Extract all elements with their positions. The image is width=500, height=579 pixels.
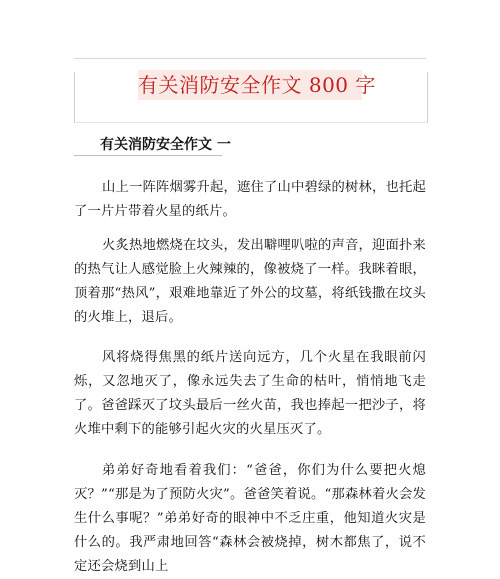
section-heading: 有关消防安全作文 一 — [100, 137, 231, 153]
paragraph-3: 风将烧得焦黑的纸片送向远方，几个火星在我眼前闪烁，又忽地灭了，像永远失去了生命的枯叶，悄悄地飞走了。爸爸踩灭了坟头最后一丝火苗，我也捧起一把沙子，将火堆中剩下的能够引起火灾的火星压灭了。 — [74, 350, 426, 437]
paragraph-4: 弟弟好奇地看着我们：“爸爸，你们为什么要把火熄灭？”“那是为了预防火灾”。爸爸笑着说。“那森林着火会发生什么事呢？”弟弟好奇的眼神中不乏庄重，他知道火灾是什么的。我严肃地回答“森林会被烧掉，树木都焦了，说不定还会烧到山上 — [74, 463, 426, 574]
paragraph-2: 火炙热地燃烧在坟头，发出噼哩叭啦的声音，迎面扑来的热气让人感觉脸上火辣辣的，像被烧了一样。我眯着眼，顶着那“热风”，艰难地靠近了外公的坟墓，将纸钱撒在坟头的火堆上，退后。 — [74, 238, 426, 325]
top-divider — [74, 58, 426, 59]
paragraph-1: 山上一阵阵烟雾升起，遮住了山中碧绿的树林，也托起了一片片带着火星的纸片。 — [74, 180, 426, 219]
document-title: 有关消防安全作文 800 字 — [138, 70, 362, 100]
heading-underline — [74, 155, 222, 156]
